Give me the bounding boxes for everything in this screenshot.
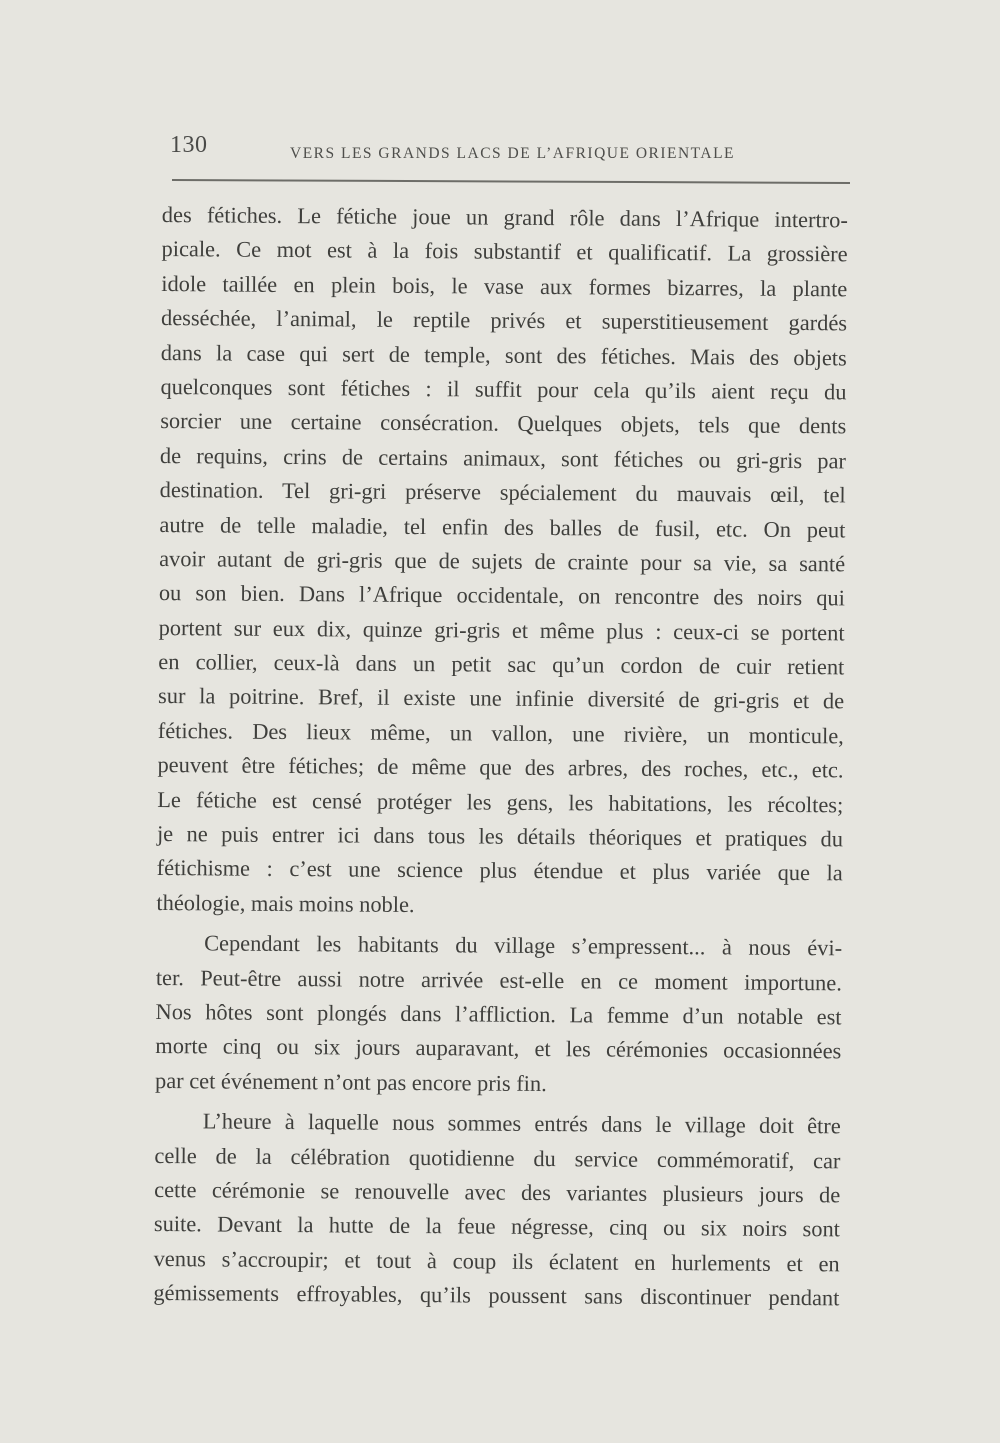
header-rule xyxy=(172,179,850,184)
text-line: des fétiches. Le fétiche joue un grand rôle dans l’Afrique intertro- xyxy=(161,201,848,233)
text-line: ter. Peut-être aussi notre arrivée est-elle en ce moment importune. xyxy=(155,964,842,995)
text-line: desséchée, l’animal, le reptile privés et superstitieusement gardés xyxy=(160,305,848,336)
text-line: de requins, crins de certains animaux, sont fétiches ou gri-gris par xyxy=(159,442,847,474)
text-line: quelconques sont fétiches : il suffit pour cela qu’ils aient reçu du xyxy=(160,373,847,405)
text-line: sur la poitrine. Bref, il existe une infinie diversité de gri-gris et de xyxy=(157,683,845,714)
text-line: Nos hôtes sont plongés dans l’affliction. La femme d’un notable est xyxy=(155,998,842,1030)
text-line: sorcier une certaine consécration. Quelques objets, tels que dents xyxy=(160,408,847,439)
paragraph-end-line: théologie, mais moins noble. xyxy=(156,889,415,917)
text-line: peuvent être fétiches; de même que des arbres, des roches, etc., etc. xyxy=(157,752,844,783)
text-line: venus s’accroupir; et tout à coup ils éclatent en hurlements et en xyxy=(153,1245,840,1277)
text-line: cette cérémonie se renouvelle avec des variantes plusieurs jours de xyxy=(154,1176,841,1208)
paragraph-end-line: par cet événement n’ont pas encore pris fin. xyxy=(154,1067,547,1096)
text-line: ou son bien. Dans l’Afrique occidentale, on rencontre des noirs qui xyxy=(158,580,845,611)
page-number: 130 xyxy=(170,132,208,158)
body-text xyxy=(153,198,848,1316)
text-line: gémissements effroyables, qu’ils poussent sans discontinuer pendant xyxy=(153,1280,840,1311)
text-line: destination. Tel gri-gri préserve spécialement du mauvais œil, tel xyxy=(159,477,846,508)
text-line: suite. Devant la hutte de la feue négresse, cinq ou six noirs sont xyxy=(153,1211,841,1242)
text-line: autre de telle maladie, tel enfin des balles de fusil, etc. On peut xyxy=(159,511,846,542)
text-line: portent sur eux dix, quinze gri-gris et même plus : ceux-ci se portent xyxy=(158,614,845,646)
paragraph-first-line: Cependant les habitants du village s’empressent... à nous évi- xyxy=(204,930,843,961)
text-line: Le fétiche est censé protéger les gens, les habitations, les récoltes; xyxy=(157,786,844,818)
text-line: dans la case qui sert de temple, sont des fétiches. Mais des objets xyxy=(160,339,847,370)
paragraph-first-line: L’heure à laquelle nous sommes entrés dans le village doit être xyxy=(202,1108,841,1139)
text-line: fétiches. Des lieux même, un vallon, une rivière, un monticule, xyxy=(157,717,844,749)
text-line: picale. Ce mot est à la fois substantif et qualificatif. La grossière xyxy=(161,236,848,267)
text-line: je ne puis entrer ici dans tous les détails théoriques et pratiques du xyxy=(156,821,844,852)
text-line: idole taillée en plein bois, le vase aux formes bizarres, la plante xyxy=(161,270,848,302)
text-line: avoir autant de gri-gris que de sujets de crainte pour sa vie, sa santé xyxy=(159,545,846,577)
text-line: celle de la célébration quotidienne du service commémoratif, car xyxy=(154,1142,841,1173)
text-line: en collier, ceux-là dans un petit sac qu’un cordon de cuir retient xyxy=(158,649,845,680)
text-line: fétichisme : c’est une science plus étendue et plus variée que la xyxy=(156,855,843,886)
text-line: morte cinq ou six jours auparavant, et les cérémonies occasionnées xyxy=(155,1033,842,1064)
running-head: VERS LES GRANDS LACS DE L’AFRIQUE ORIENTALE xyxy=(290,145,736,162)
